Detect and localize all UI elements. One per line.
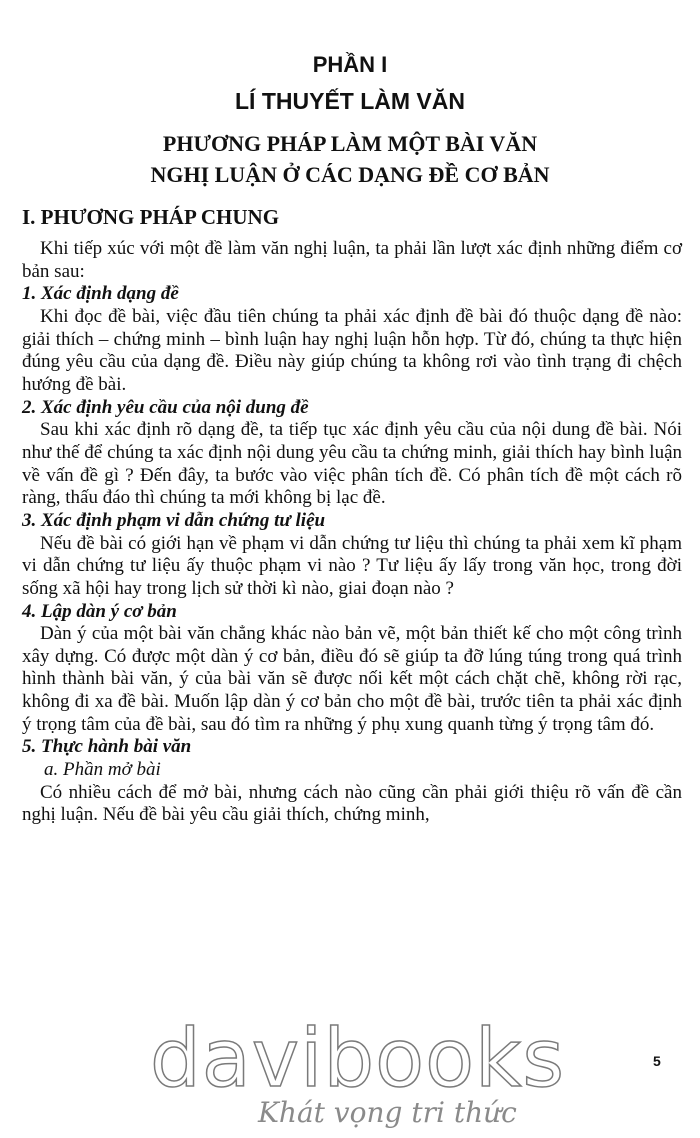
item-2-title: 2. Xác định yêu cầu của nội dung đề [22,396,309,418]
body-text [22,238,682,827]
watermark-logo: davibooks [150,1012,566,1105]
item-1-text: Khi đọc đề bài, việc đầu tiên chúng ta phải xác định đề bài đó thuộc dạng đề nào: giải thích – chứng minh – bình luận hay nghị luận hỗn hợp. Từ đó, chúng ta thực hiện đúng yêu cầu của dạng đề. Điều này giúp chúng ta không rơi vào tình trạng đi chệch hướng đề bài. [22,305,682,395]
page-number: 5 [653,1053,661,1069]
method-heading [0,128,700,190]
theory-heading: LÍ THUYẾT LÀM VĂN [235,88,465,114]
item-5a-text: Có nhiều cách để mở bài, nhưng cách nào cũng cần phải giới thiệu rõ vấn đề cần nghị luận. Nếu đề bài yêu cầu giải thích, chứng minh, [22,781,682,826]
item-3-text: Nếu đề bài có giới hạn về phạm vi dẫn chứng tư liệu thì chúng ta phải xem kĩ phạm vi dẫn chứng tư liệu ấy thuộc phạm vi nào ? Tư liệu ấy lấy trong văn học, trong đời sống xã hội hay trong lịch sử thời kì nào, giai đoạn nào ? [22,532,682,599]
item-3-title: 3. Xác định phạm vi dẫn chứng tư liệu [22,509,326,531]
item-1-title: 1. Xác định dạng đề [22,283,179,305]
watermark-tagline: Khát vọng tri thức [258,1096,517,1129]
intro-paragraph: Khi tiếp xúc với một đề làm văn nghị luận, ta phải lần lượt xác định những điểm cơ bản sau: [22,238,682,282]
item-5a-title: a. Phần mở bài [44,759,161,781]
section-title: I. PHƯƠNG PHÁP CHUNG [22,205,280,229]
item-2-text: Sau khi xác định rõ dạng đề, ta tiếp tục xác định yêu cầu của nội dung đề bài. Nói như thế để chúng ta xác định nội dung yêu cầu ta chứng minh, giải thích hay bình luận về vấn đề gì ? Đến đây, ta bước vào việc phân tích đề. Có phân tích đề một cách rõ ràng, thấu đáo thì chúng ta mới không bị lạc đề. [22,419,682,509]
item-4-text: Dàn ý của một bài văn chẳng khác nào bản vẽ, một bản thiết kế cho một công trình xây dựng. Có được một dàn ý cơ bản, điều đó sẽ giúp ta đỡ lúng túng trong quá trình hình thành bài văn, ý của bài văn sẽ được nối kết một cách chặt chẽ, không rời rạc, không đi xa đề bài. Muốn lập dàn ý cơ bản cho một đề bài, trước tiên ta phải xác định ý trọng tâm của đề bài, sau đó tìm ra những ý phụ xung quanh từng ý trọng tâm đó. [22,623,682,735]
part-heading: PHẦN I [312,52,388,77]
item-4-title: 4. Lập dàn ý cơ bản [22,600,177,622]
method-heading-line-2: NGHỊ LUẬN Ở CÁC DẠNG ĐỀ CƠ BẢN [150,162,550,187]
method-heading-line-1: PHƯƠNG PHÁP LÀM MỘT BÀI VĂN [162,131,538,156]
item-5-title: 5. Thực hành bài văn [22,736,192,758]
